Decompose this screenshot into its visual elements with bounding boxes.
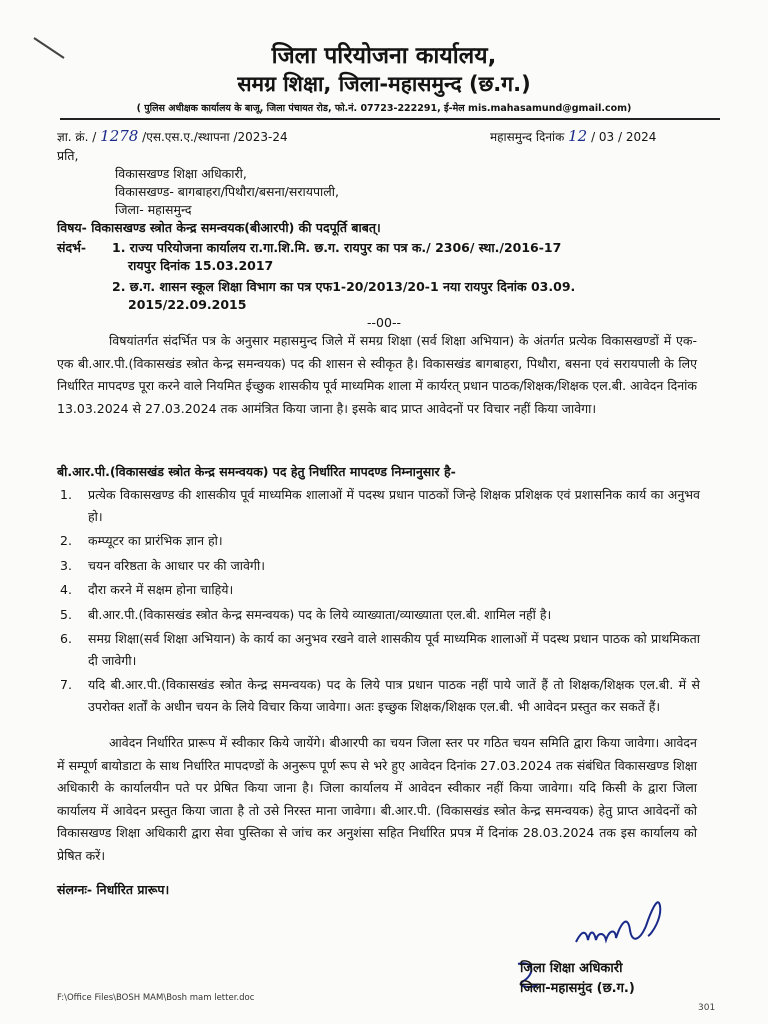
header-rule [60, 118, 720, 120]
ref-prefix: ज्ञा. क्रं. / [57, 130, 97, 144]
page-mark: 301 [698, 1003, 716, 1013]
criteria-heading: बी.आर.पी.(विकासखंड स्त्रोत केन्द्र समन्वयक) पद हेतु निर्धारित मापदण्ड निम्नानुसार है- [57, 464, 456, 479]
reference-number [57, 127, 288, 145]
separator: --00-- [367, 315, 401, 330]
date-handwritten-day: 12 [568, 127, 588, 145]
reference-2-line2: 2015/22.09.2015 [128, 297, 247, 312]
recipient-to: प्रति, [57, 148, 79, 163]
letterhead-office: जिला परियोजना कार्यालय, [271, 43, 497, 69]
instructions-paragraph: आवेदन निर्धारित प्रारूप में स्वीकार किये जायेंगे। बीआरपी का चयन जिला स्तर पर गठित चयन समिति द्वारा किया जावेगा। आवेदन में सम्पूर्ण बायोडाटा के साथ निर्धारित मापदण्डों के अनुरूप पूर्ण रूप से भरे हुए आवेदन दिनांक 27.03.2024 तक संबंधित विकासखण्ड शिक्षा अधिकारी के कार्यालयीन पते पर प्रेषित किया जाना है। जिला कार्यालय में आवेदन स्वीकार नहीं किया जावेगा। यदि किसी के द्वारा जिला कार्यालय में आवेदन प्रस्तुत किया जाता है तो उसे निरस्त माना जावेगा। बी.आर.पी. (विकासखंड स्त्रोत केन्द्र समन्वयक) हेतु प्राप्त आवेदनों को विकासखण्ड शिक्षा अधिकारी द्वारा सेवा पुस्तिका से जांच कर अनुशंसा सहित निर्धारित प्रपत्र में दिनांक 28.03.2024 तक इस कार्यालय को प्रेषित करें। [57, 735, 697, 863]
date-rest: / 03 / 2024 [591, 130, 657, 144]
subject-label: विषय- [57, 220, 87, 235]
recipient-line1: विकासखण्ड शिक्षा अधिकारी, [115, 166, 247, 181]
criteria-item: 6. समग्र शिक्षा(सर्व शिक्षा अभियान) के कार्य का अनुभव रखने वाले शासकीय पूर्व माध्यमिक शालाओं में पदस्थ प्रधान पाठक को प्राथमिकता दी जावेगी। [60, 631, 700, 668]
signatory-designation: जिला शिक्षा अधिकारी [520, 961, 623, 976]
criteria-list [60, 484, 700, 720]
ref-suffix: /एस.एस.ए./स्थापना /2023-24 [142, 130, 288, 144]
ref-handwritten-number: 1278 [100, 127, 139, 145]
letter-date [490, 127, 656, 145]
date-label: महासमुन्द दिनांक [490, 130, 565, 144]
signatory-office: जिला-महासमुंद (छ.ग.) [520, 981, 635, 996]
reference-1-line1: 1. राज्य परियोजना कार्यालय रा.गा.शि.मि. छ.ग. रायपुर का पत्र क./ 2306/ स्था./2016-17 [112, 240, 562, 255]
criteria-item: 5. बी.आर.पी.(विकासखंड स्त्रोत केन्द्र समन्वयक) पद के लिये व्याख्याता/व्याख्याता एल.बी. शामिल नहीं है। [60, 606, 552, 622]
letterhead-address: ( पुलिस अधीक्षक कार्यालय के बाजू, जिला पंचायत रोड, फो.नं. 07723-222291, ई-मेल mis.mahasamund@gmail.com) [136, 103, 632, 114]
criteria-item: 7. यदि बी.आर.पी.(विकासखंड स्त्रोत केन्द्र समन्वयक) पद के लिये पात्र प्रधान पाठक नहीं पाये जातें हैं तो शिक्षक/शिक्षक एल.बी. में से उपरोक्त शर्तों के अधीन चयन के लिये विचार किया जावेगा। अतः इच्छुक शिक्षक/शिक्षक एल.बी. भी आवेदन प्रस्तुत कर सकतें हैं। [60, 677, 700, 714]
file-path: F:\Office Files\BOSH MAM\Bosh mam letter.doc [57, 993, 255, 1003]
references-label: संदर्भ- [57, 240, 87, 255]
criteria-item: 3. चयन वरिष्ठता के आधार पर की जावेगी। [60, 557, 265, 573]
subject-text: विकासखण्ड स्त्रोत केन्द्र समन्वयक(बीआरपी) की पदपूर्ति बाबत्। [91, 220, 381, 235]
reference-2-line1: 2. छ.ग. शासन स्कूल शिक्षा विभाग का पत्र एफ1-20/2013/20-1 नया रायपुर दिनांक 03.09. [112, 279, 576, 294]
enclosure-line: संलग्नः- निर्धारित प्रारूप। [57, 882, 170, 897]
criteria-item: 4. दौरा करने में सक्षम होना चाहिये। [60, 582, 234, 597]
criteria-item: 2. कम्प्यूटर का प्रारंभिक ज्ञान हो। [60, 533, 223, 548]
letterhead-department: समग्र शिक्षा, जिला-महासमुन्द (छ.ग.) [237, 72, 531, 96]
signature-scribble [570, 890, 680, 960]
recipient-line2: विकासखण्ड- बागबाहरा/पिथौरा/बसना/सरायपाली, [115, 184, 339, 199]
intro-paragraph: विषयांतर्गत संदर्भित पत्र के अनुसार महासमुन्द जिले में समग्र शिक्षा (सर्व शिक्षा अभियान) के अंतर्गत प्रत्येक विकासखण्डों में एक-एक बी.आर.पी.(विकासखंड स्त्रोत केन्द्र समन्वयक) पद की शासन से स्वीकृत है। विकासखंड बागबाहरा, पिथौरा, बसना एवं सरायपाली के लिए निर्धारित मापदण्ड पूरा करने वाले नियमित ईच्छुक शासकीय पूर्व माध्यमिक शाला में कार्यरत् प्रधान पाठक/शिक्षक/शिक्षक एल.बी. आवेदन दिनांक 13.03.2024 से 27.03.2024 तक आमंत्रित किया जाना है। इसके बाद प्राप्त आवेदनों पर विचार नहीं किया जावेगा। [57, 333, 697, 416]
subject-line [57, 218, 381, 238]
reference-1-line2: रायपुर दिनांक 15.03.2017 [128, 258, 274, 273]
recipient-line3: जिला- महासमुन्द [115, 202, 192, 217]
criteria-item: 1. प्रत्येक विकासखण्ड की शासकीय पूर्व माध्यमिक शालाओं में पदस्थ प्रधान पाठकों जिन्हे शिक्षक प्रशिक्षक एवं प्रशासनिक कार्य का अनुभव हो। [60, 487, 700, 524]
